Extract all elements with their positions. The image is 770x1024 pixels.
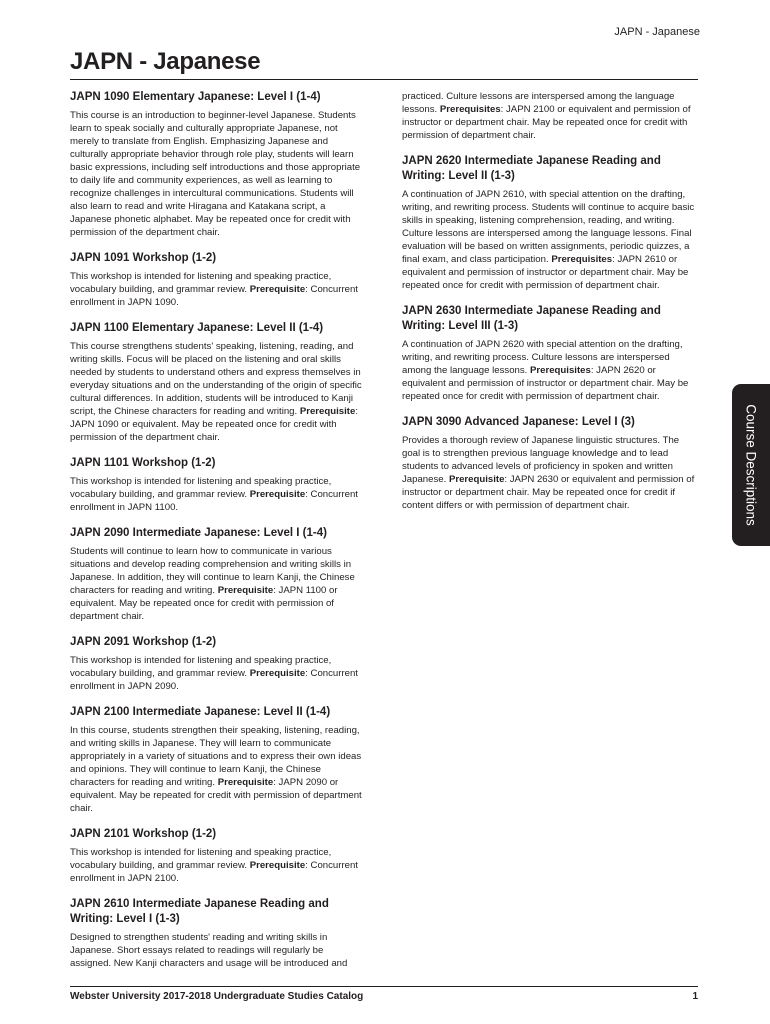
course-entry-japn-2101	[70, 827, 366, 885]
page-number: 1	[692, 991, 698, 1002]
description-text: A continuation of JAPN 2620 with special attention on the drafting, writing, and rewriting process. Culture lessons are interspersed among the language lessons.	[402, 339, 683, 376]
description-text: : Concurrent enrollment in JAPN 1090.	[70, 284, 358, 308]
course-title: JAPN 2101 Workshop (1-2)	[70, 828, 217, 840]
running-head: JAPN - Japanese	[614, 26, 700, 38]
prerequisite-label: Prerequisite	[299, 406, 356, 417]
description-text: practiced. Culture lessons are interspersed among the language lessons.	[402, 91, 675, 115]
prerequisite-label: Prerequisite	[249, 668, 306, 679]
course-title: JAPN 2091 Workshop (1-2)	[70, 636, 217, 648]
description-text: : JAPN 2610 or equivalent and permission of instructor or department chair. May be repeated once for credit with permission of department chair.	[402, 254, 689, 291]
course-entry-japn-1090	[70, 90, 366, 239]
course-description	[70, 475, 366, 514]
course-title: JAPN 2630 Intermediate Japanese Reading and Writing: Level III (1-3)	[402, 305, 661, 332]
course-description	[70, 654, 366, 693]
prerequisite-label: Prerequisite	[217, 777, 274, 788]
description-text: : Concurrent enrollment in JAPN 2100.	[70, 860, 358, 884]
prerequisite-label: Prerequisites	[530, 365, 591, 376]
course-title: JAPN 1100 Elementary Japanese: Level II (1-4)	[70, 322, 324, 334]
course-entry-japn-2090	[70, 526, 366, 623]
right-column	[402, 90, 698, 524]
description-text: This workshop is intended for listening and speaking practice, vocabulary building, and grammar review.	[70, 271, 332, 295]
description-text: : JAPN 2620 or equivalent and permission of instructor or department chair. May be repeated once for credit with permission of department chair.	[402, 365, 689, 402]
course-description: This course is an introduction to beginner-level Japanese. Students learn to speak socially and culturally appropriate Japanese, not merely to translate from English. Emphasizing Japanese and culturally appropriate behavior through role play, students will learn basic expressions, including self introductions and those appropriate to daily life and community experiences, as well as learning to recognize challenges in intercultural communications. Students will also learn to read and write Hiragana and Katakana script, a Japanese phonetic alphabet. May be repeated once for credit with permission of the department chair.	[70, 110, 361, 238]
course-title: JAPN 2090 Intermediate Japanese: Level I (1-4)	[70, 527, 327, 539]
title-divider	[70, 79, 698, 80]
course-entry-japn-2091	[70, 635, 366, 693]
description-text: : Concurrent enrollment in JAPN 2090.	[70, 668, 358, 692]
description-text: : JAPN 1100 or equivalent. May be repeated once for credit with permission of department chair.	[70, 585, 338, 622]
side-tab-label: Course Descriptions	[743, 404, 759, 526]
description-text: : JAPN 1090 or equivalent. May be repeated once for credit with permission of the department chair.	[70, 406, 358, 443]
description-text: : JAPN 2090 or equivalent. May be repeated for credit with permission of department chair.	[70, 777, 362, 814]
description-text: : JAPN 2100 or equivalent and permission of instructor or department chair. May be repeated once for credit with permission of department chair.	[402, 104, 691, 141]
course-entry-japn-1101	[70, 456, 366, 514]
course-title: JAPN 3090 Advanced Japanese: Level I (3)	[402, 416, 635, 428]
course-title: JAPN 2620 Intermediate Japanese Reading and Writing: Level II (1-3)	[402, 155, 661, 182]
description-text: Provides a thorough review of Japanese linguistic structures. The goal is to strengthen previous language knowledge and to lead students to advanced levels of proficiency in spoken and written Japanese.	[402, 435, 680, 485]
course-entry-japn-3090	[402, 415, 698, 512]
left-column	[70, 90, 366, 982]
description-text: A continuation of JAPN 2610, with special attention on the drafting, writing, and rewriting process. Students will continue to acquire basic skills in speaking, listening comprehension, reading, and writing. Culture lessons are interspersed among the language lessons. Final evaluation will be based on written assignments, periodic quizzes, a final exam, and class participation.	[402, 189, 695, 265]
description-text: : Concurrent enrollment in JAPN 1100.	[70, 489, 358, 513]
course-title: JAPN 1090 Elementary Japanese: Level I (1-4)	[70, 91, 321, 103]
course-title: JAPN 1101 Workshop (1-2)	[70, 457, 216, 469]
course-title: JAPN 2100 Intermediate Japanese: Level II (1-4)	[70, 706, 331, 718]
course-entry-japn-1091	[70, 251, 366, 309]
course-description: Designed to strengthen students' reading and writing skills in Japanese. Short essays related to readings will regularly be assigned. New Kanji characters and usage will be introduced and	[70, 932, 348, 969]
course-description	[70, 724, 366, 815]
course-description	[402, 434, 698, 512]
description-text: This workshop is intended for listening and speaking practice, vocabulary building, and grammar review.	[70, 655, 332, 679]
description-text: Students will continue to learn how to communicate in various situations and develop reading comprehension and writing skills in Japanese. In addition, they will continue to learn Kanji, the Chinese characters for reading and writing.	[70, 546, 355, 596]
prerequisite-label: Prerequisite	[217, 585, 274, 596]
section-side-tab	[732, 384, 770, 546]
page-title: JAPN - Japanese	[70, 48, 261, 75]
course-description	[402, 188, 698, 292]
footer-divider	[70, 986, 698, 987]
course-description	[70, 846, 366, 885]
description-text: This course strengthens students' speaking, listening, reading, and writing skills. Focus will be placed on the listening and oral skills needed by students to understand others and express themselves in everyday situations and on the understanding of the origin of specific cultural differences. In addition, students will be introduced to Kanji script, the Chinese characters for reading and writing.	[70, 341, 362, 417]
course-description	[70, 270, 366, 309]
course-description	[70, 340, 366, 444]
prerequisite-label: Prerequisite	[249, 860, 306, 871]
course-entry-japn-2100	[70, 705, 366, 815]
course-description	[402, 338, 698, 403]
course-description	[70, 545, 366, 623]
prerequisite-label: Prerequisite	[249, 489, 306, 500]
description-text: This workshop is intended for listening and speaking practice, vocabulary building, and grammar review.	[70, 476, 332, 500]
course-entry-japn-1100	[70, 321, 366, 444]
prerequisite-label: Prerequisites	[551, 254, 613, 265]
footer-catalog-title: Webster University 2017-2018 Undergraduate Studies Catalog	[70, 991, 364, 1002]
course-title: JAPN 2610 Intermediate Japanese Reading and Writing: Level I (1-3)	[70, 898, 329, 925]
description-text: In this course, students strengthen their speaking, listening, reading, and writing skills in Japanese. They will learn to communicate appropriately in a variety of situations and to express their own ideas and opinions. They will continue to learn Kanji, the Chinese characters for reading and writing.	[70, 725, 362, 788]
prerequisite-label: Prerequisite	[448, 474, 505, 485]
course-title: JAPN 1091 Workshop (1-2)	[70, 252, 217, 264]
course-entry-japn-2630	[402, 304, 698, 403]
description-text: : JAPN 2630 or equivalent and permission of instructor or department chair. May be repeated once for credit if content differs or with permission of department chair.	[402, 474, 695, 511]
prerequisite-label: Prerequisite	[249, 284, 306, 295]
description-text: This workshop is intended for listening and speaking practice, vocabulary building, and grammar review.	[70, 847, 332, 871]
course-entry-japn-2620	[402, 154, 698, 292]
course-entry-japn-2610	[70, 897, 366, 970]
course-description-continuation	[402, 90, 698, 142]
prerequisite-label: Prerequisites	[439, 104, 501, 115]
